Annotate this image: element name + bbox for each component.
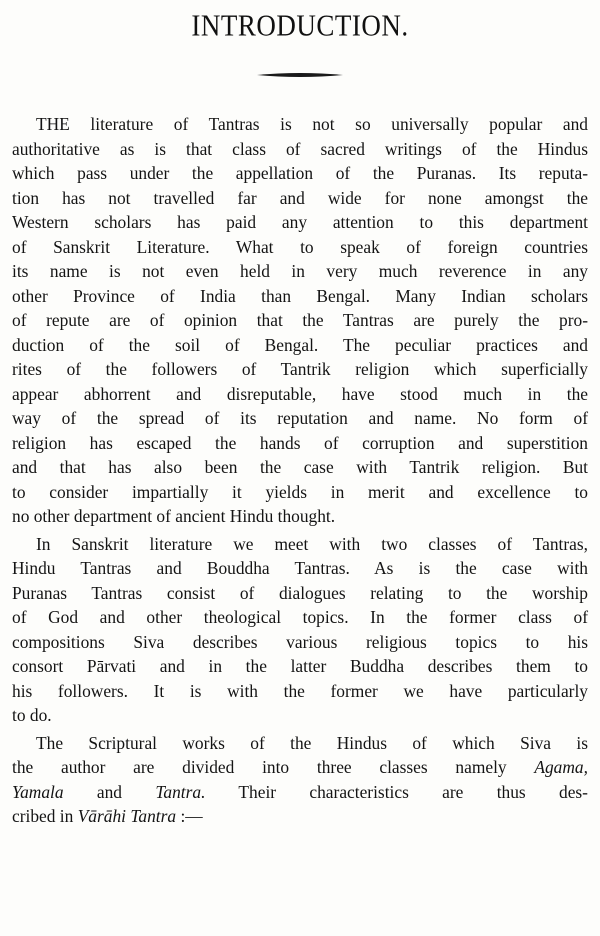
text-line: Puranas Tantras consist of dialogues relating to the worship [12,582,588,603]
text-line: and that has also been the case with Tantrik religion. But [12,457,588,477]
text-line: no other department of ancient Hindu thought. [12,506,336,526]
text-line: religion has escaped the hands of corruption and superstition [12,432,588,453]
text-segment: cribed in [12,806,74,826]
text-line [12,780,588,805]
term-agama: Agama, [534,757,588,777]
text-line: Hindu Tantras and Bouddha Tantras. As is the case with [12,558,588,578]
text-segment: Their characteristics are thus des- [238,781,588,802]
text-line [12,755,588,780]
text-line: The Scriptural works of the Hindus of which Siva is [36,732,588,753]
paragraph-3 [12,731,588,829]
text-line: THE literature of Tantras is not so universally popular and [36,114,588,134]
text-line: to consider impartially it yields in merit and excellence to [12,481,588,502]
text-line: Western scholars has paid any attention to this department [12,212,588,232]
text-line: appear abhorrent and disreputable, have stood much in the [12,383,588,404]
text-line: way of the spread of its reputation and name. No form of [12,408,588,428]
paragraph-2 [12,532,588,728]
text-line: of Sanskrit Literature. What to speak of foreign countries [12,236,588,257]
text-line: of repute are of opinion that the Tantras are purely the pro- [12,310,588,330]
paragraph-1 [12,112,588,529]
term-tantra: Tantra. [155,781,206,802]
page-title: INTRODUCTION. [191,8,409,43]
text-segment: the author are divided into three classes namely [12,757,507,777]
text-line: compositions Siva describes various religious topics to his [12,631,588,652]
text-line: consort Pārvati and in the latter Buddha describes them to [12,656,588,676]
text-line: of God and other theological topics. In the former class of [12,607,588,627]
text-segment: and [96,781,122,802]
text-line: which pass under the appellation of the Puranas. Its reputa- [12,163,588,183]
text-line: his followers. It is with the former we have particularly [12,680,588,701]
text-line: rites of the followers of Tantrik religion which superficially [12,359,588,379]
text-line: In Sanskrit literature we meet with two classes of Tantras, [36,533,588,554]
text-line: its name is not even held in very much reverence in any [12,261,588,281]
text-line: authoritative as is that class of sacred writings of the Hindus [12,138,588,159]
text-line: duction of the soil of Bengal. The peculiar practices and [12,334,588,355]
term-yamala: Yamala [12,781,64,802]
text-line: other Province of India than Bengal. Many Indian scholars [12,285,588,306]
text-line [12,804,588,829]
title-ornament-rule [257,72,343,78]
term-varahi-tantra: Vārāhi Tantra [77,806,177,826]
body-text [12,112,588,829]
text-line: to do. [12,705,52,725]
text-line: tion has not travelled far and wide for none amongst the [12,187,588,208]
text-segment: :— [180,806,203,826]
